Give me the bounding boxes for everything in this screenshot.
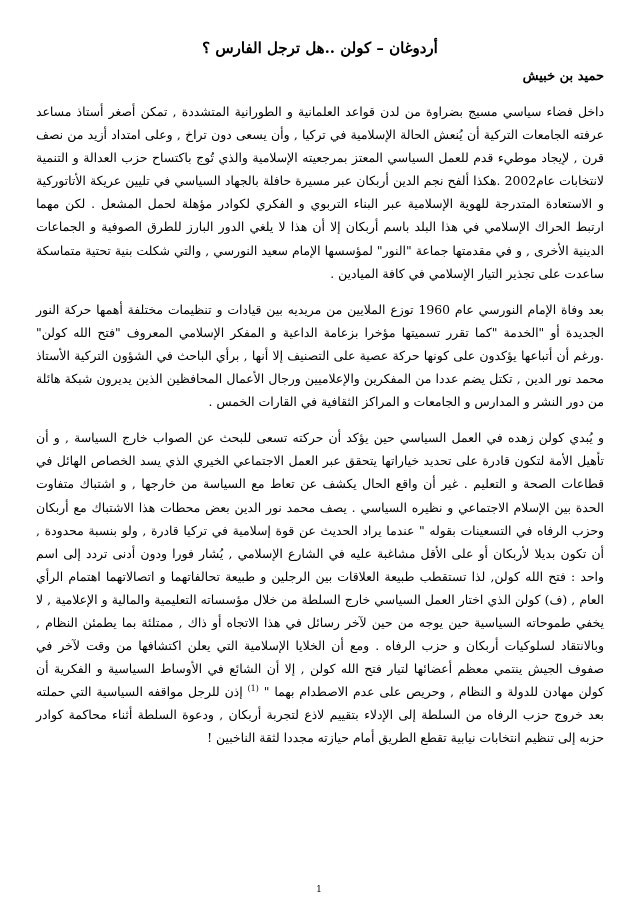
- document-page: [36, 38, 604, 883]
- author-name: حميد بن خبيش: [522, 69, 604, 84]
- paragraph-3: [36, 426, 604, 749]
- paragraph-3-continuation: إذن للرجل مواقفه السياسية التي حملته بعد خروج حزب الرفاه من السلطة إلى الإدلاء بتقييم لاذع لتجربة أربكان , ودعوة السلطة أثناء محاكمة كوادر حزبه إلى تنظيم انتخابات نيابية تقطع الطريق أمام حيازته مجددا لثقة الناخبين !: [36, 684, 604, 746]
- paragraph-2: بعد وفاة الإمام النورسي عام 1960 توزع الملايين من مريديه بين قيادات و تنظيمات مختلفة أهمها حركة النور الجديدة أو "الخدمة "كما تقرر تسميتها مؤخرا بزعامة الداعية و المفكر الإسلامي المعروف "فتح الله كولن" .ورغم أن أتباعها يؤكدون على كونها حركة عصية على التصنيف إلا أنها , برأي الباحث في الشؤون التركية الأستاذ محمد نور الدين , تكتل يضم عددا من المفكرين والإعلاميين ورجال الأعمال المحافظين الذين يديرون شبكة هائلة من دور النشر و المدارس و الجامعات و المراكز الثقافية في القارات الخمس .: [36, 301, 604, 410]
- footnote-marker[interactable]: (1): [247, 684, 259, 694]
- page-number: 1: [316, 885, 322, 895]
- article-title: أردوغان – كولن ..هل ترجل الفارس ؟: [202, 39, 438, 57]
- paragraph-1: داخل فضاء سياسي مسيج بضراوة من لدن قواعد العلمانية و الطورانية المتشددة , تمكن أصغر أستاذ مساعد عرفته الجامعات التركية أن يُنعش الحالة الإسلامية في تركيا , وأن يسعى دون تراخ , وعلى امتداد أزيد من نصف قرن , لإيجاد موطيء قدم للعمل السياسي المعتز بمرجعيته الإسلامية والذي تُوج باكتساح حزب العدالة و التنمية لانتخابات عام2002 .هكذا ألفح نجم الدين أربكان عبر مسيرة حافلة بالجهاد السياسي في تليين عريكة الأتاتوركية و الاستعادة المتدرجة للهوية الإسلامية عبر البناء التربوي و الفكري لكوادر مؤهلة لحمل المشعل . لكن مهما ارتبط الحراك الإسلامي في هذا البلد باسم أربكان إلا أن هذا لا يلغي الدور البارز للطرق الصوفية و الجماعات الدينية الأخرى , و في مقدمتها جماعة "النور" لمؤسسها الإمام سعيد النورسي , والتي شكلت بنية تحتية متماسكة ساعدت على تجذير التيار الإسلامي في كافة الميادين .: [36, 104, 604, 281]
- paragraph-3-text: و يُبدي كولن زهده في العمل السياسي حين يؤكد أن حركته تسعى للبحث عن الصواب خارج السياسة , و أن تأهيل الأمة لتكون قادرة على تحديد خياراتها يتحقق عبر العمل الاجتماعي الخيري الذي يسد الخصاص الهائل في قطاعات الصحة و التعليم . غير أن واقع الحال يكشف عن تعاط مع السياسة من خارجها , و اشتباك متفاوت الحدة بين الإسلام الاجتماعي و نظيره السياسي . يصف محمد نور الدين بعض محطات هذا الاشتباك مع أربكان وحزب الرفاه في التسعينات بقوله " عندما يراد الحديث عن قوة إسلامية في تركيا قادرة , ولو بنسبة محدودة , أن تكون بديلا لأربكان أو على الأقل مشاغبة عليه في الشارع الإسلامي , يُشار فورا ودون أدنى تردد إلى اسم واحد : فتح الله كولن, لذا تستقطب طبيعة العلاقات بين الرجلين و طبيعة تحالفاتهما و اتصالاتهما اهتمام الرأي العام , (ف) كولن الذي اختار العمل السياسي خارج السلطة من خلال مؤسساته التعليمية والمالية و الإعلامية , لا يخفي طموحاته السياسية حين يوجه من حين لآخر رسائل في هذا الاتجاه أو ذاك , ممتلئة بما يطمئن النظام , وبالانتقاد لسلوكيات أربكان و حزب الرفاه . ومع أن الخلايا الإسلامية التي يعلن اكتشافها من وقت لآخر في صفوف الجيش ينتمي معظم أعضائها لتيار فتح الله كولن , إلا أن الشائع في الأوساط السياسية و الفكرية أن كولن مهادن للدولة و النظام , وحريص على عدم الاصطدام بهما ": [36, 430, 604, 700]
